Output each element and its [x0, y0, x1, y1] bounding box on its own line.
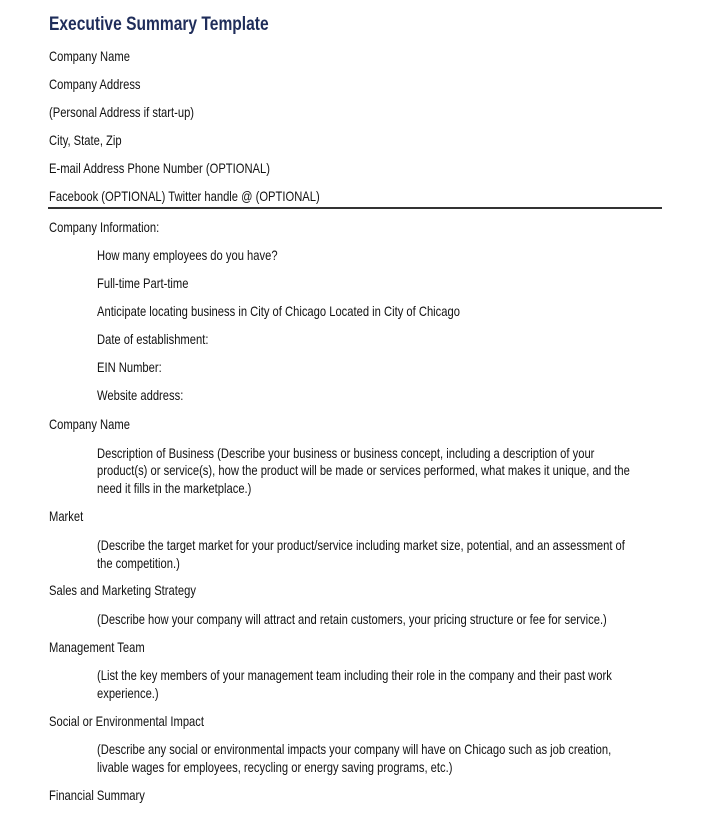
section-heading-management-team: Management Team [49, 639, 145, 655]
section-heading-sales-marketing: Sales and Marketing Strategy [49, 582, 196, 598]
company-info-item: How many employees do you have? [97, 247, 278, 263]
section-text-line: Description of Business (Describe your business or business concept, including a description of your [97, 445, 595, 461]
section-text-line: product(s) or service(s), how the product will be made or services performed, what makes it unique, and the [97, 462, 630, 478]
section-text-line: (Describe how your company will attract and retain customers, your pricing structure or fee for service.) [97, 611, 607, 627]
header-email-phone: E-mail Address Phone Number (OPTIONAL) [49, 160, 270, 176]
company-info-item: Full-time Part-time [97, 275, 189, 291]
divider-line [48, 207, 662, 209]
document-title: Executive Summary Template [49, 14, 269, 35]
section-text-line: (Describe any social or environmental impacts your company will have on Chicago such as job creation, [97, 741, 612, 757]
company-info-item: Website address: [97, 387, 184, 403]
header-city-state-zip: City, State, Zip [49, 132, 122, 148]
header-company-name: Company Name [49, 48, 130, 64]
company-info-item: EIN Number: [97, 359, 162, 375]
company-information-heading: Company Information: [49, 219, 160, 235]
header-company-address: Company Address [49, 76, 141, 92]
section-text-line: livable wages for employees, recycling or energy saving programs, etc.) [97, 759, 453, 775]
section-heading-financial-summary: Financial Summary [49, 787, 145, 803]
section-text-line: experience.) [97, 685, 159, 701]
section-heading-social-impact: Social or Environmental Impact [49, 713, 205, 729]
section-text-line: (Describe the target market for your product/service including market size, potential, and an assessment of [97, 537, 625, 553]
header-personal-address: (Personal Address if start-up) [49, 104, 195, 120]
section-text-line: the competition.) [97, 555, 180, 571]
section-text-line: (List the key members of your management team including their role in the company and their past work [97, 667, 612, 683]
section-text-line: need it fills in the marketplace.) [97, 480, 252, 496]
company-info-item: Date of establishment: [97, 331, 209, 347]
header-social: Facebook (OPTIONAL) Twitter handle @ (OPTIONAL) [49, 188, 320, 204]
section-heading-company-name: Company Name [49, 416, 130, 432]
section-heading-market: Market [49, 508, 84, 524]
company-info-item: Anticipate locating business in City of Chicago Located in City of Chicago [97, 303, 460, 319]
